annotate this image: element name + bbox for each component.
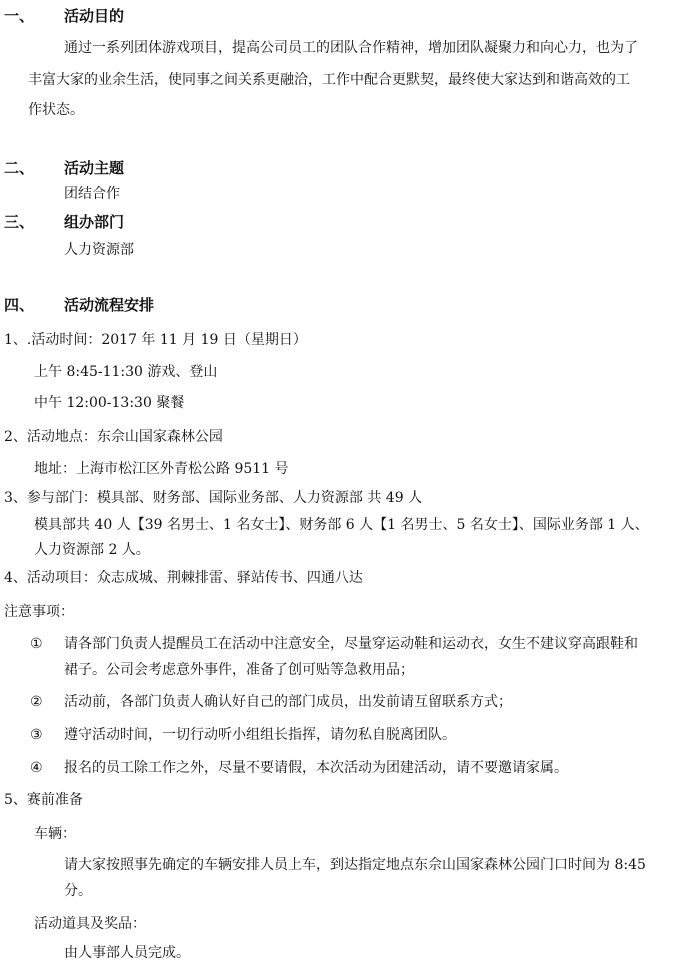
purpose-line: 通过一系列团体游戏项目，提高公司员工的团队合作精神，增加团队凝聚力和向心力，也为了 <box>64 40 638 56</box>
section-title: 活动主题 <box>64 159 125 177</box>
section-title: 组办部门 <box>64 213 125 231</box>
vehicle-label: 车辆： <box>34 826 76 842</box>
schedule-noon: 中午 12:00-13:30 聚餐 <box>34 395 185 411</box>
section-title: 活动目的 <box>64 7 125 25</box>
activity-address: 地址：上海市松江区外青松公路 9511 号 <box>34 461 289 477</box>
section-number: 三、 <box>4 213 35 231</box>
departments-detail: 模具部共 40 人【39 名男士、1 名女士】、财务部 6 人【1 名男士、5 名女士】、国际业务部 1 人、 <box>34 517 649 533</box>
note-line: 裙子。公司会考虑意外事件，准备了创可贴等急救用品； <box>64 662 414 678</box>
purpose-line: 作状态。 <box>28 102 84 118</box>
note-marker: ① <box>30 636 43 652</box>
notes-title: 注意事项： <box>4 604 74 620</box>
note-marker: ② <box>30 694 43 710</box>
note-line: 活动前，各部门负责人确认好自己的部门成员，出发前请互留联系方式； <box>64 694 512 710</box>
note-line: 遵守活动时间，一切行动听小组组长指挥，请勿私自脱离团队。 <box>64 727 456 743</box>
section-number: 四、 <box>4 296 35 314</box>
vehicle-line: 分。 <box>64 883 92 899</box>
department-text: 人力资源部 <box>64 242 134 258</box>
props-label: 活动道具及奖品： <box>34 916 146 932</box>
activity-time: 1、.活动时间：2017 年 11 月 19 日（星期日） <box>4 332 307 348</box>
section-number: 二、 <box>4 159 35 177</box>
purpose-line: 丰富大家的业余生活，使同事之间关系更融洽，工作中配合更默契，最终使大家达到和谐高效的工 <box>28 72 630 88</box>
schedule-morning: 上午 8:45-11:30 游戏、登山 <box>34 364 218 380</box>
note-marker: ④ <box>30 760 43 776</box>
section-number: 一、 <box>4 7 35 25</box>
section-title: 活动流程安排 <box>64 296 155 314</box>
prep-title: 5、赛前准备 <box>4 792 83 808</box>
participating-departments: 3、参与部门：模具部、财务部、国际业务部、人力资源部 共 49 人 <box>4 490 423 506</box>
note-line: 报名的员工除工作之外，尽量不要请假，本次活动为团建活动，请不要邀请家属。 <box>64 760 568 776</box>
note-marker: ③ <box>30 727 43 743</box>
vehicle-line: 请大家按照事先确定的车辆安排人员上车，到达指定地点东佘山国家森林公园门口时间为 8:45 <box>64 857 646 873</box>
activity-projects: 4、活动项目：众志成城、荆棘排雷、驿站传书、四通八达 <box>4 570 363 586</box>
note-line: 请各部门负责人提醒员工在活动中注意安全，尽量穿运动鞋和运动衣，女生不建议穿高跟鞋和 <box>64 636 638 652</box>
theme-text: 团结合作 <box>64 186 120 202</box>
departments-detail: 人力资源部 2 人。 <box>34 542 150 558</box>
activity-place: 2、活动地点：东佘山国家森林公园 <box>4 429 223 445</box>
props-text: 由人事部人员完成。 <box>64 945 190 961</box>
